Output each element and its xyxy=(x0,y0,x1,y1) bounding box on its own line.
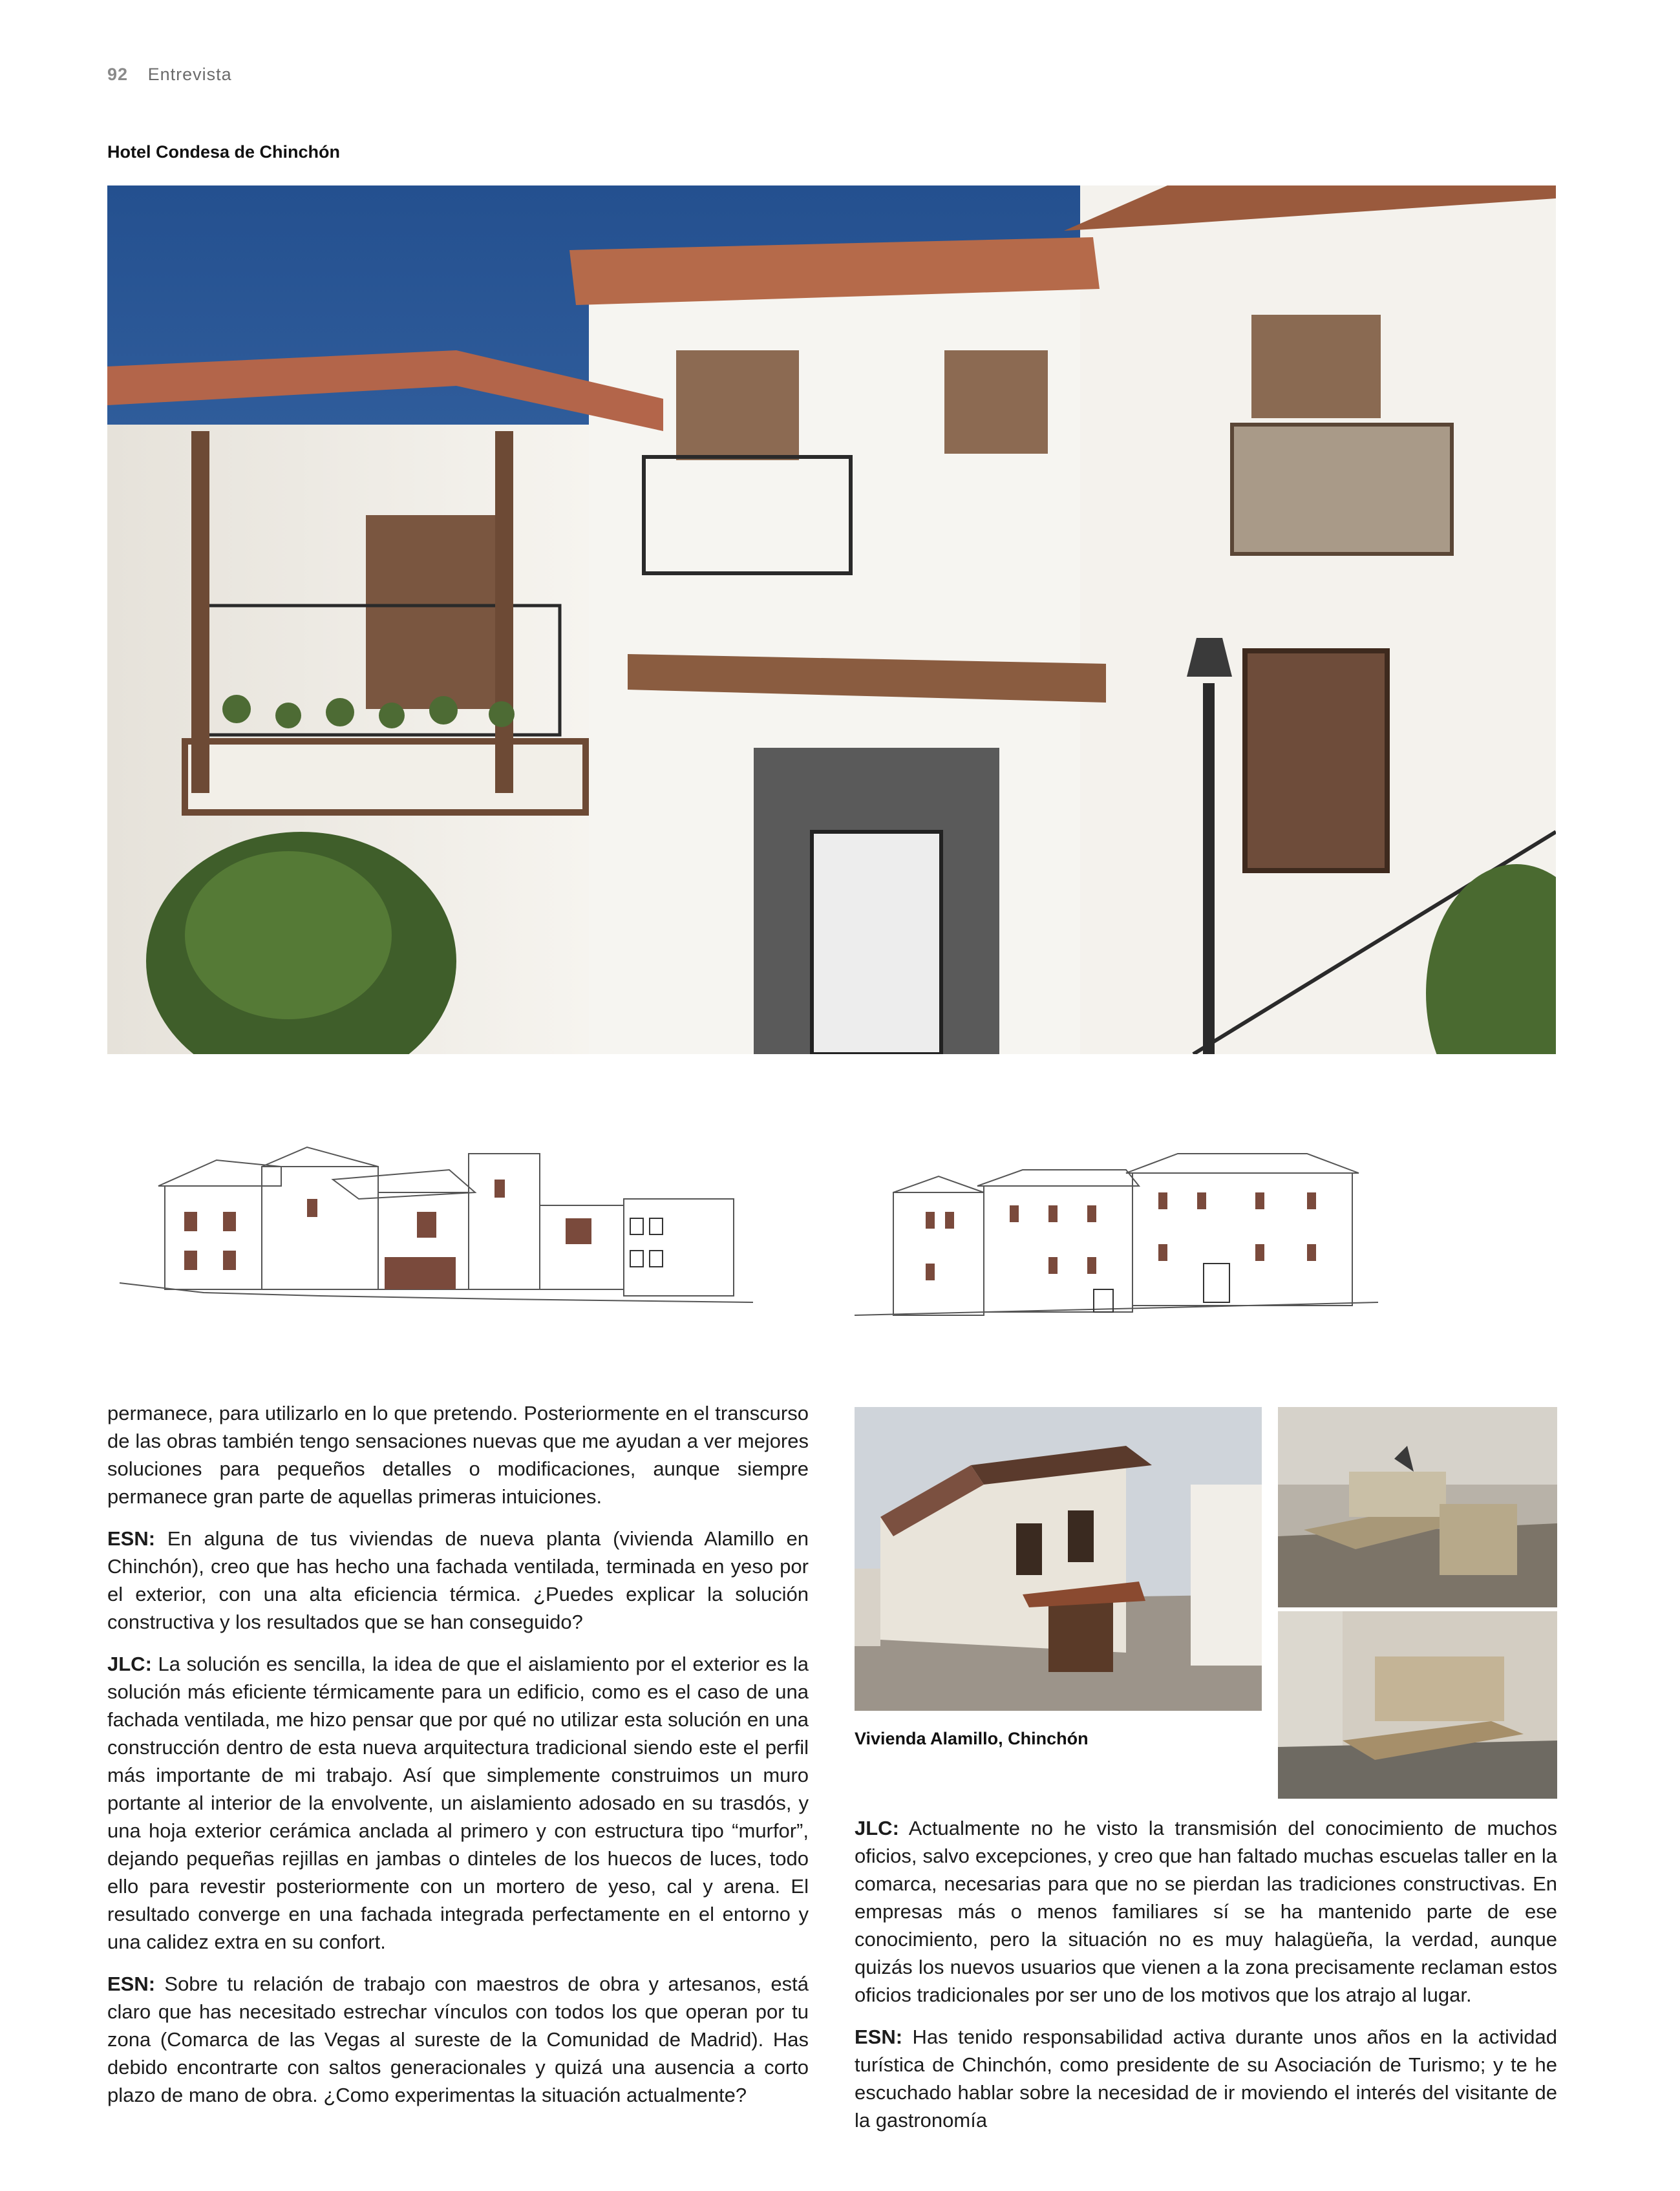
section-title: Entrevista xyxy=(147,65,232,84)
elevation-drawing-right xyxy=(855,1115,1378,1328)
photo-caption-hotel: Hotel Condesa de Chinchón xyxy=(107,142,341,162)
wall-fountain-photo xyxy=(1278,1611,1557,1799)
question-paragraph: ESN: En alguna de tus viviendas de nueva planta (vivienda Alamillo en Chinchón), creo que has hecho una fachada ventilada, terminada en yeso por el exterior, con una alta eficiencia térmica. ¿Puedes explicar la solución constructiva y los resultados que se han conseguido? xyxy=(107,1527,809,1633)
alamillo-house-photo xyxy=(855,1407,1262,1711)
question-paragraph: ESN: Sobre tu relación de trabajo con maestros de obra y artesanos, está claro que has necesitado estrechar vínculos con todos los que operan por tu zona (Comarca de las Vegas al sureste de la Comunidad de Madrid). Has debido encontrarte con saltos generacionales y quizá una ausencia a corto plazo de mano de obra. ¿Como experimentas la situación actualmente? xyxy=(107,1973,809,2106)
paragraph: permanece, para utilizarlo en lo que pretendo. Posteriormente en el transcurso de las obras también tengo sensaciones nuevas que me ayudan a ver mejores soluciones para pequeños detalles o modificaciones, aunque siempre permanece gran parte de aquellas primeras intuiciones. xyxy=(107,1402,809,1508)
article-column-right xyxy=(855,1814,1557,2148)
stone-fountain-photo xyxy=(1278,1407,1557,1607)
answer-paragraph: JLC: Actualmente no he visto la transmisión del conocimiento de muchos oficios, salvo excepciones, y creo que han faltado muchas escuelas taller en la comarca, necesarias para que no se pierdan las tradiciones constructivas. En empresas más o menos familiares sí se ha mantenido parte de ese conocimiento, pero la situación no es muy halagüeña, la verdad, aunque quizás los nuevos usuarios que vienen a la zona precisamente reclaman estos oficios tradicionales por ser uno de los motivos que los atrajo al lugar. xyxy=(855,1817,1557,2006)
page-number: 92 xyxy=(107,65,129,84)
photo-caption-alamillo: Vivienda Alamillo, Chinchón xyxy=(855,1729,1089,1748)
elevation-drawing-left xyxy=(113,1108,760,1341)
hotel-facade-photo xyxy=(107,185,1556,1054)
running-head xyxy=(107,65,232,85)
question-paragraph: ESN: Has tenido responsabilidad activa durante unos años en la actividad turística de Chinchón, como presidente de su Asociación de Turismo; y te he escuchado hablar sobre la necesidad de ir moviendo el interés del visitante de la gastronomía xyxy=(855,2026,1557,2132)
answer-paragraph: JLC: La solución es sencilla, la idea de que el aislamiento por el exterior es la solución más eficiente térmicamente para un edificio, como es el caso de una fachada ventilada, me hizo pensar que por qué no utilizar esta solución en una construcción dentro de esta nueva arquitectura tradicional siendo este el perfil más importante de mi trabajo. Así que simplemente construimos un muro portante al interior de la envolvente, un aislamiento adosado en su trasdós, y una hoja exterior cerámica anclada al primero y con estructura tipo “murfor”, dejando pequeñas rejillas en jambas o dinteles de los huecos de luces, todo ello para revestir posteriormente con un mortero de yeso, cal y arena. El resultado converge en una fachada integrada perfectamente en el entorno y una calidez extra en su confort. xyxy=(107,1653,809,1953)
article-column-left xyxy=(107,1399,809,2123)
